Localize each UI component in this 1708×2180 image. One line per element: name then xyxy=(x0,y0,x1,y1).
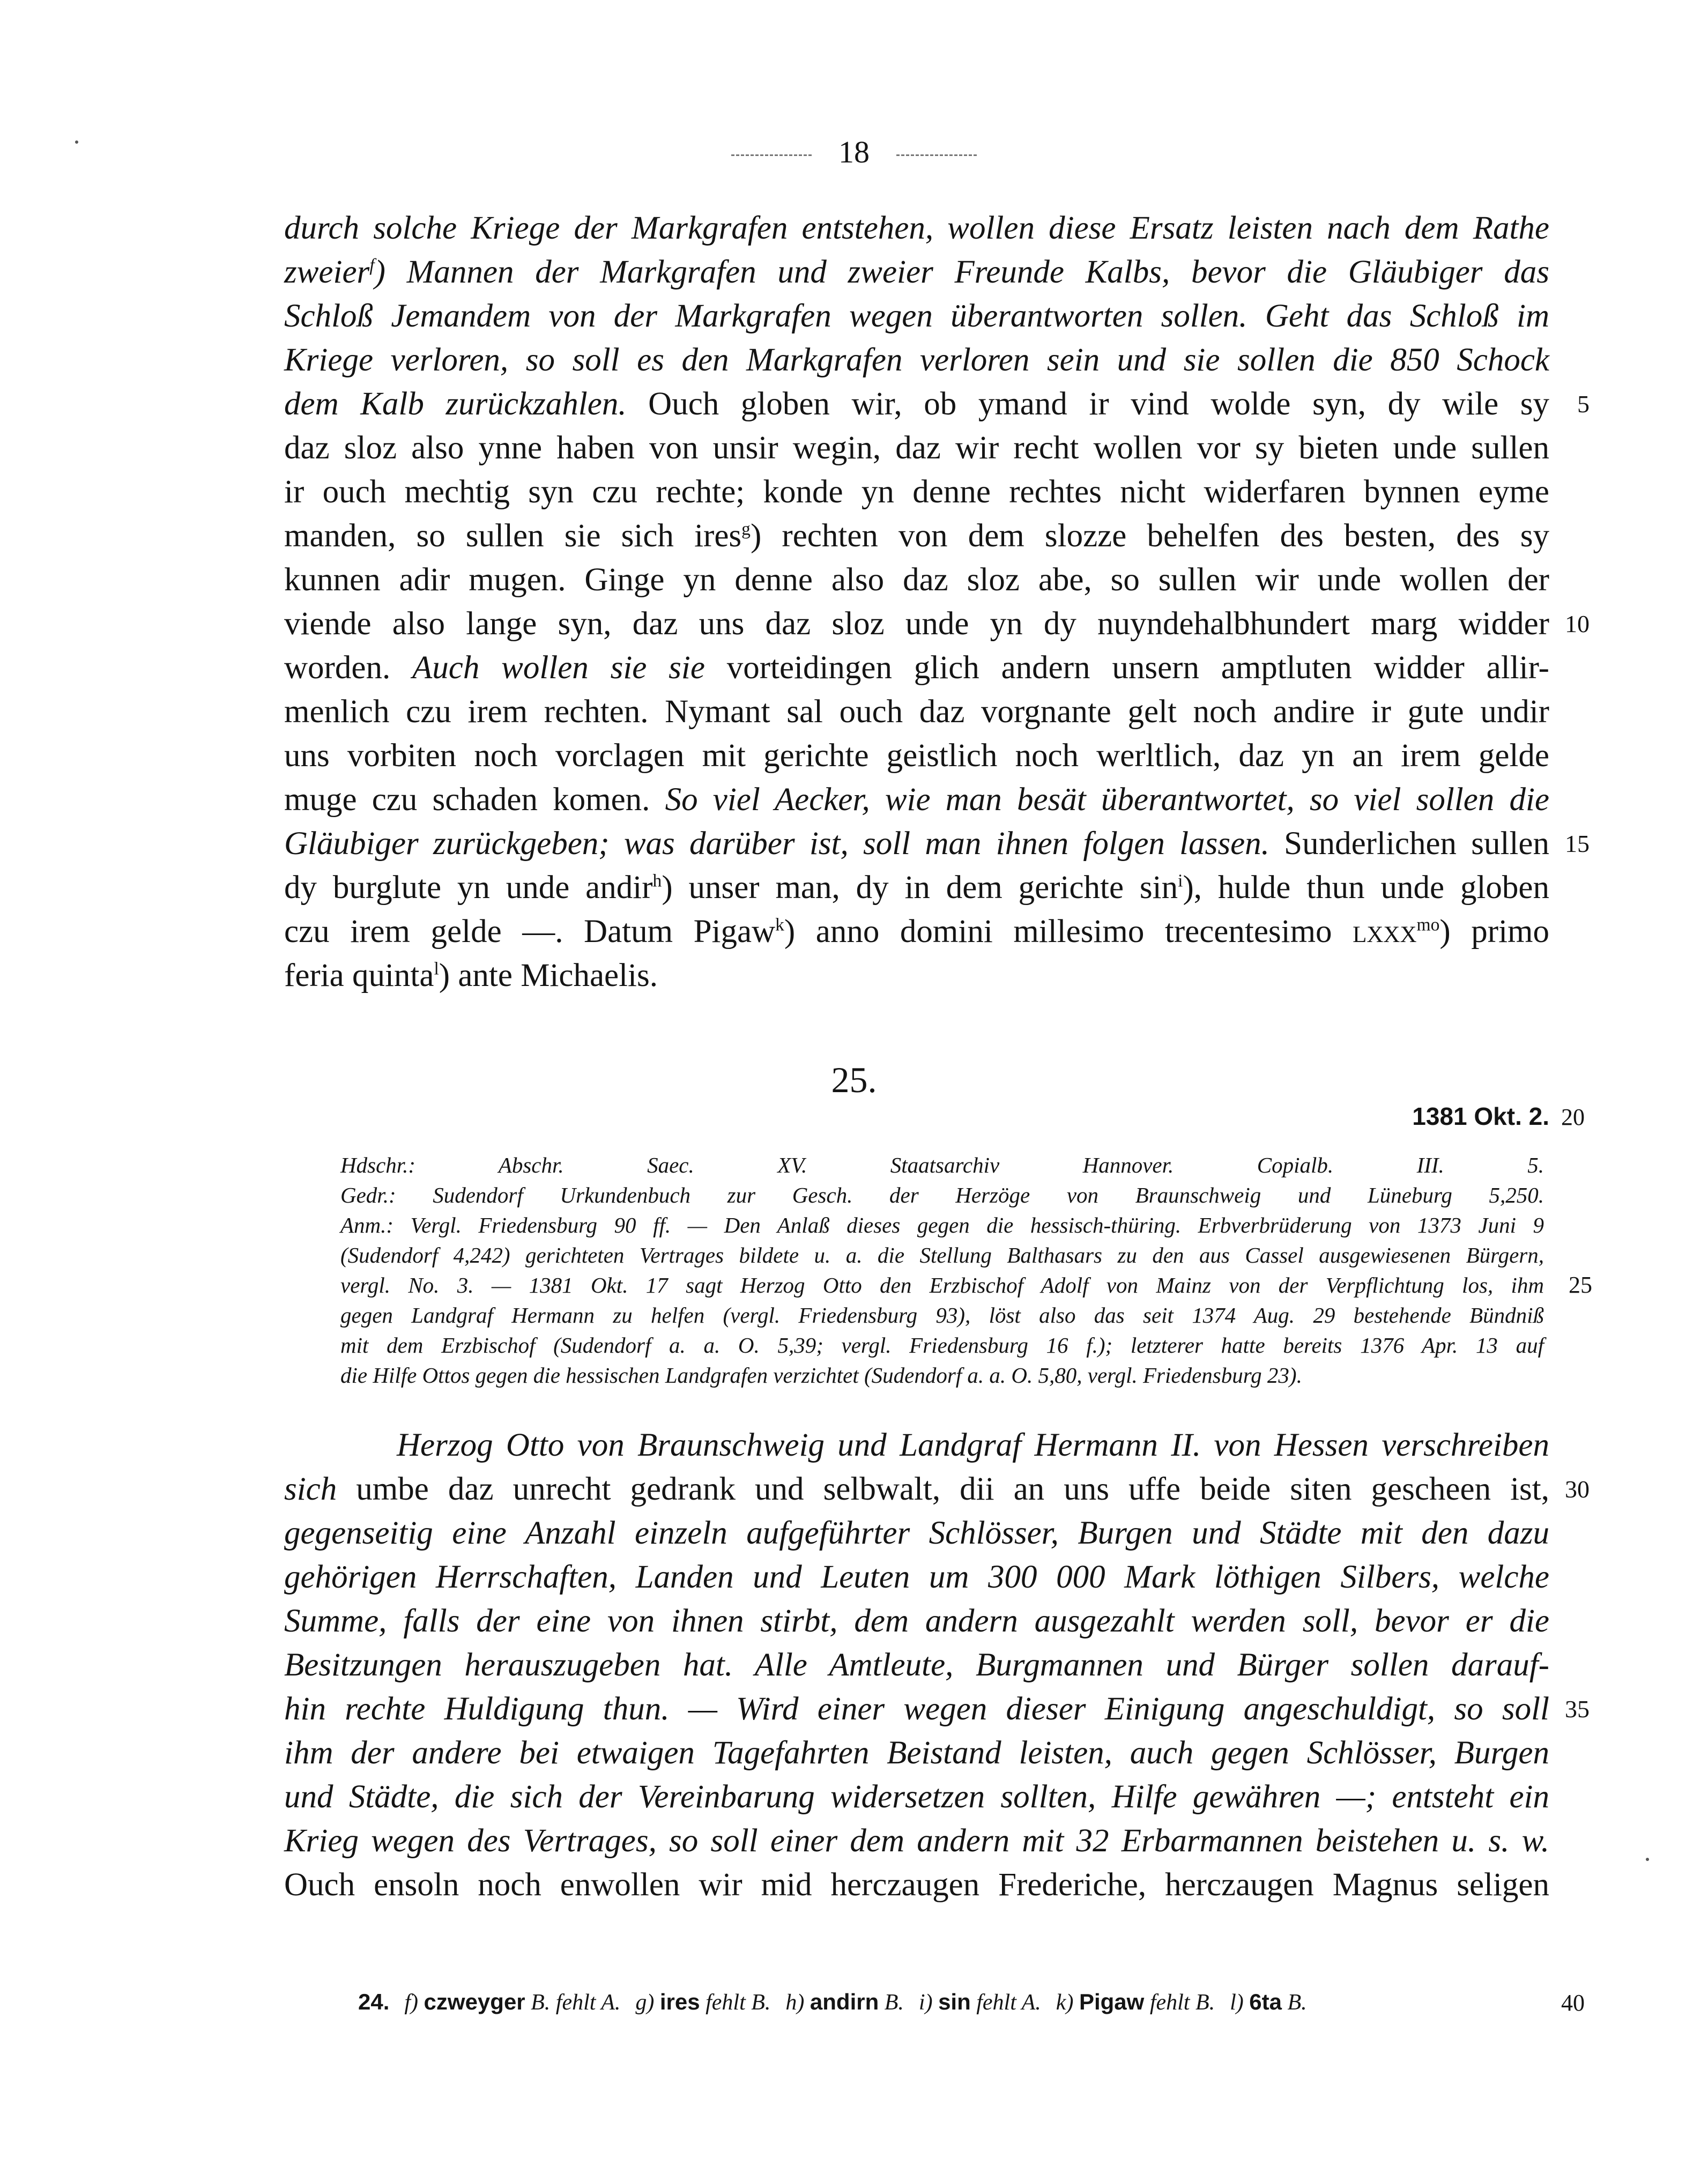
line-number-date: 20 xyxy=(1561,1104,1585,1130)
footnote-word: czweyger xyxy=(424,1989,525,2014)
line-number: 10 xyxy=(1565,610,1590,637)
text-line xyxy=(284,822,1590,866)
text-line xyxy=(284,866,1549,910)
text-line xyxy=(284,1423,1549,1467)
line-number: 5 xyxy=(1577,390,1590,418)
text-line xyxy=(284,690,1549,734)
line-text: die Hilfe Ottos gegen die hessischen Landgrafen verzichtet (Sudendorf a. a. O. 5,80, vergl. Friedensburg 23). xyxy=(340,1363,1302,1388)
line-text: viende also lange syn, daz uns daz sloz unde yn dy nuyndehalbhundert marg widder xyxy=(284,606,1549,642)
line-number-footnotes: 40 xyxy=(1561,1990,1585,2016)
text-line xyxy=(284,558,1549,602)
line-text: gegen Landgraf Hermann zu helfen (vergl. Friedensburg 93), löst also das seit 1374 Aug. 29 bestehende Bündniß xyxy=(340,1303,1544,1328)
text-line xyxy=(284,602,1590,646)
text-line xyxy=(284,1643,1549,1687)
line-text xyxy=(284,518,1549,554)
line-text: und Städte, die sich der Vereinbarung widersetzen sollten, Hilfe gewähren —; entsteht ein xyxy=(284,1779,1549,1815)
text-run: Sunderlichen sullen xyxy=(1269,826,1549,862)
text-line xyxy=(284,1775,1549,1819)
footnote-mark: g xyxy=(741,519,751,539)
footnote-item xyxy=(404,1990,620,2015)
footnote-item xyxy=(1230,1990,1307,2015)
line-text: feria quinta$^l$) ante Michaelis. xyxy=(284,958,658,993)
line-text: Besitzungen herauszugeben hat. Alle Amtleute, Burgmannen und Bürger sollen darauf- xyxy=(284,1647,1549,1683)
footnote-note: B. xyxy=(884,1990,904,2015)
text-line xyxy=(284,954,1549,998)
footnote-note: B. xyxy=(1287,1990,1307,2015)
line-text xyxy=(284,386,1549,422)
apparatus-line xyxy=(340,1360,1544,1390)
text-run: vorteidingen glich andern unsern amptluten widder allir- xyxy=(704,650,1549,686)
text-line xyxy=(284,1555,1549,1599)
text-run: ) rechten von dem slozze behelfen des besten, des sy xyxy=(750,518,1549,554)
text-run: zweier xyxy=(284,254,370,290)
text-line xyxy=(284,1687,1590,1731)
line-text: (Sudendorf 4,242) gerichteten Vertrages bildete u. a. die Stellung Balthasars zu den aus Cassel ausgewiesenen Bürgern, xyxy=(340,1243,1544,1267)
footnote-item xyxy=(919,1990,1041,2015)
footnote-word: ires xyxy=(659,1989,700,2014)
line-text xyxy=(284,782,1549,818)
italic-run: sich xyxy=(284,1471,337,1507)
line-number: 30 xyxy=(1565,1475,1590,1503)
scan-speck xyxy=(75,140,78,144)
text-line xyxy=(284,1599,1549,1643)
text-line xyxy=(284,646,1549,690)
footnote-item xyxy=(785,1990,904,2015)
footnote-letter: k) xyxy=(1056,1990,1074,2015)
line-text: gehörigen Herrschaften, Landen und Leuten um 300 000 Mark löthigen Silbers, welche xyxy=(284,1559,1549,1595)
apparatus-line xyxy=(340,1210,1544,1240)
text-line xyxy=(284,514,1549,558)
text-run: worden. xyxy=(284,650,412,686)
text-line xyxy=(284,1467,1590,1511)
page-header xyxy=(0,134,1708,170)
line-text: Anm.: Vergl. Friedensburg 90 ff. — Den Anlaß dieses gegen die hessisch-thüring. Erbverbrüderung von 1373 Juni 9 xyxy=(340,1213,1544,1237)
line-text: durch solche Kriege der Markgrafen entstehen, wollen diese Ersatz leisten nach dem Rathe xyxy=(284,210,1549,246)
line-text: Kriege verloren, so soll es den Markgrafen verloren sein und sie sollen die 850 Schock xyxy=(284,342,1549,378)
line-text: Summe, falls der eine von ihnen stirbt, dem andern ausgezahlt werden soll, bevor er die xyxy=(284,1603,1549,1639)
document-body-text xyxy=(284,1423,1590,1907)
footnote-letter: i) xyxy=(918,1990,933,2015)
line-text: Hdschr.: Abschr. Saec. XV. Staatsarchiv Hannover. Copialb. III. 5. xyxy=(340,1153,1544,1177)
footnote-word: 6ta xyxy=(1249,1989,1282,2014)
footnote-letter: g) xyxy=(635,1990,655,2015)
line-text: hin rechte Huldigung thun. — Wird einer wegen dieser Einigung angeschuldigt, so soll xyxy=(284,1691,1549,1727)
scan-speck xyxy=(1646,1858,1649,1861)
text-line xyxy=(284,1731,1549,1775)
continued-document-text xyxy=(284,206,1590,998)
text-line xyxy=(284,734,1549,778)
footnote-word: Pigaw xyxy=(1079,1989,1145,2014)
apparatus-line xyxy=(340,1270,1592,1300)
critical-apparatus xyxy=(340,1150,1592,1390)
italic-run: dem Kalb zurückzahlen. xyxy=(284,386,627,422)
apparatus-line xyxy=(340,1300,1544,1330)
document-number: 25. xyxy=(831,1059,877,1100)
text-line xyxy=(284,338,1549,382)
line-number: 25 xyxy=(1569,1272,1592,1298)
footnote-letter: h) xyxy=(785,1990,805,2015)
line-text: menlich czu irem rechten. Nymant sal ouch daz vorgnante gelt noch andire ir gute undir xyxy=(284,694,1549,730)
footnote-item xyxy=(1056,1990,1215,2015)
footnote-mark: f xyxy=(369,255,375,276)
text-run: Ouch globen wir, ob ymand ir vind wolde syn, dy wile sy xyxy=(626,386,1550,422)
text-line xyxy=(284,1863,1549,1907)
line-text xyxy=(284,254,1549,290)
text-line xyxy=(284,470,1549,514)
line-text: dy burglute yn unde andir$^h$) unser man, dy in dem gerichte $\sin^i$), hulde thun unde globen xyxy=(284,870,1549,906)
text-line xyxy=(284,382,1590,426)
document-date: 1381 Okt. 2. xyxy=(1412,1102,1549,1130)
line-text: uns vorbiten noch vorclagen mit gerichte geistlich noch werltlich, daz yn an irem gelde xyxy=(284,738,1549,774)
text-run: muge czu schaden komen. xyxy=(284,782,665,818)
line-text: Schloß Jemandem von der Markgrafen wegen überantworten sollen. Geht das Schloß im xyxy=(284,298,1549,334)
text-line xyxy=(284,294,1549,338)
footnote-note: fehlt B. xyxy=(1149,1990,1215,2015)
line-text: czu irem gelde —. Datum Pigaw$^k$) anno domini millesimo trecentesimo lxxx$^{mo}$) primo xyxy=(284,914,1549,950)
line-text: kunnen adir mugen. Ginge yn denne also daz sloz abe, so sullen wir unde wollen der xyxy=(284,562,1549,598)
text-run: umbe daz unrecht gedrank und selbwalt, dii an uns uffe beide siten gescheen ist, xyxy=(337,1471,1549,1507)
footnote-note: fehlt A. xyxy=(976,1990,1041,2015)
page-number: 18 xyxy=(838,135,870,169)
text-run: manden, so sullen sie sich ires xyxy=(284,518,742,554)
italic-run: So viel Aecker, wie man besät überantwortet, so viel sollen die xyxy=(665,782,1549,818)
textual-footnotes xyxy=(358,1989,1307,2015)
text-line xyxy=(284,778,1549,822)
text-run: ) Mannen der Markgrafen und zweier Freunde Kalbs, bevor die Gläubiger das xyxy=(374,254,1549,290)
footnote-word: sin xyxy=(938,1989,971,2014)
line-text: gegenseitig eine Anzahl einzeln aufgeführter Schlösser, Burgen und Städte mit den dazu xyxy=(284,1515,1549,1551)
line-text xyxy=(284,650,1549,686)
footnote-note: B. fehlt A. xyxy=(531,1990,621,2015)
line-text: ir ouch mechtig syn czu rechte; konde yn denne rechtes nicht widerfaren bynnen eyme xyxy=(284,474,1549,510)
footnote-item xyxy=(635,1990,770,2015)
line-text: Herzog Otto von Braunschweig und Landgraf Hermann II. von Hessen verschreiben xyxy=(397,1427,1549,1463)
line-number: 35 xyxy=(1565,1695,1590,1723)
footnote-doc-ref: 24. xyxy=(358,1989,390,2014)
header-rule-left xyxy=(731,154,812,156)
line-text: vergl. No. 3. — 1381 Okt. 17 sagt Herzog Otto den Erzbischof Adolf von Mainz von der Verpflichtung los, ihm xyxy=(340,1273,1544,1297)
footnote-letter: l) xyxy=(1230,1990,1244,2015)
header-rule-right xyxy=(896,154,977,156)
apparatus-line xyxy=(340,1240,1544,1270)
line-text: Krieg wegen des Vertrages, so soll einer dem andern mit 32 Erbarmannen beistehen u. s. w. xyxy=(284,1823,1549,1859)
footnote-note: fehlt B. xyxy=(706,1990,771,2015)
footnote-letter: f) xyxy=(404,1990,419,2015)
apparatus-line xyxy=(340,1180,1544,1210)
line-number: 15 xyxy=(1565,830,1590,857)
line-text: Ouch ensoln noch enwollen wir mid herczaugen Frederiche, herczaugen Magnus seligen xyxy=(284,1867,1549,1903)
text-line xyxy=(284,1511,1549,1555)
text-line xyxy=(284,910,1549,954)
line-text: Gedr.: Sudendorf Urkundenbuch zur Gesch. der Herzöge von Braunschweig und Lüneburg 5,250. xyxy=(340,1183,1544,1207)
text-line xyxy=(284,1819,1549,1863)
line-text xyxy=(284,826,1549,862)
line-text: ihm der andere bei etwaigen Tagefahrten Beistand leisten, auch gegen Schlösser, Burgen xyxy=(284,1735,1549,1771)
footnote-word: andirn xyxy=(810,1989,879,2014)
text-line xyxy=(284,426,1549,470)
text-line xyxy=(284,206,1549,250)
text-line xyxy=(284,250,1549,294)
italic-run: Gläubiger zurückgeben; was darüber ist, soll man ihnen folgen lassen. xyxy=(284,826,1269,862)
italic-run: Auch wollen sie sie xyxy=(412,650,705,686)
line-text: daz sloz also ynne haben von unsir wegin, daz wir recht wollen vor sy bieten unde sullen xyxy=(284,430,1549,466)
apparatus-line xyxy=(340,1150,1544,1180)
line-text xyxy=(284,1471,1549,1507)
apparatus-line xyxy=(340,1330,1544,1360)
line-text: mit dem Erzbischof (Sudendorf a. a. O. 5,39; vergl. Friedensburg 16 f.); letzterer hatte bereits 1376 Apr. 13 auf xyxy=(340,1333,1544,1358)
